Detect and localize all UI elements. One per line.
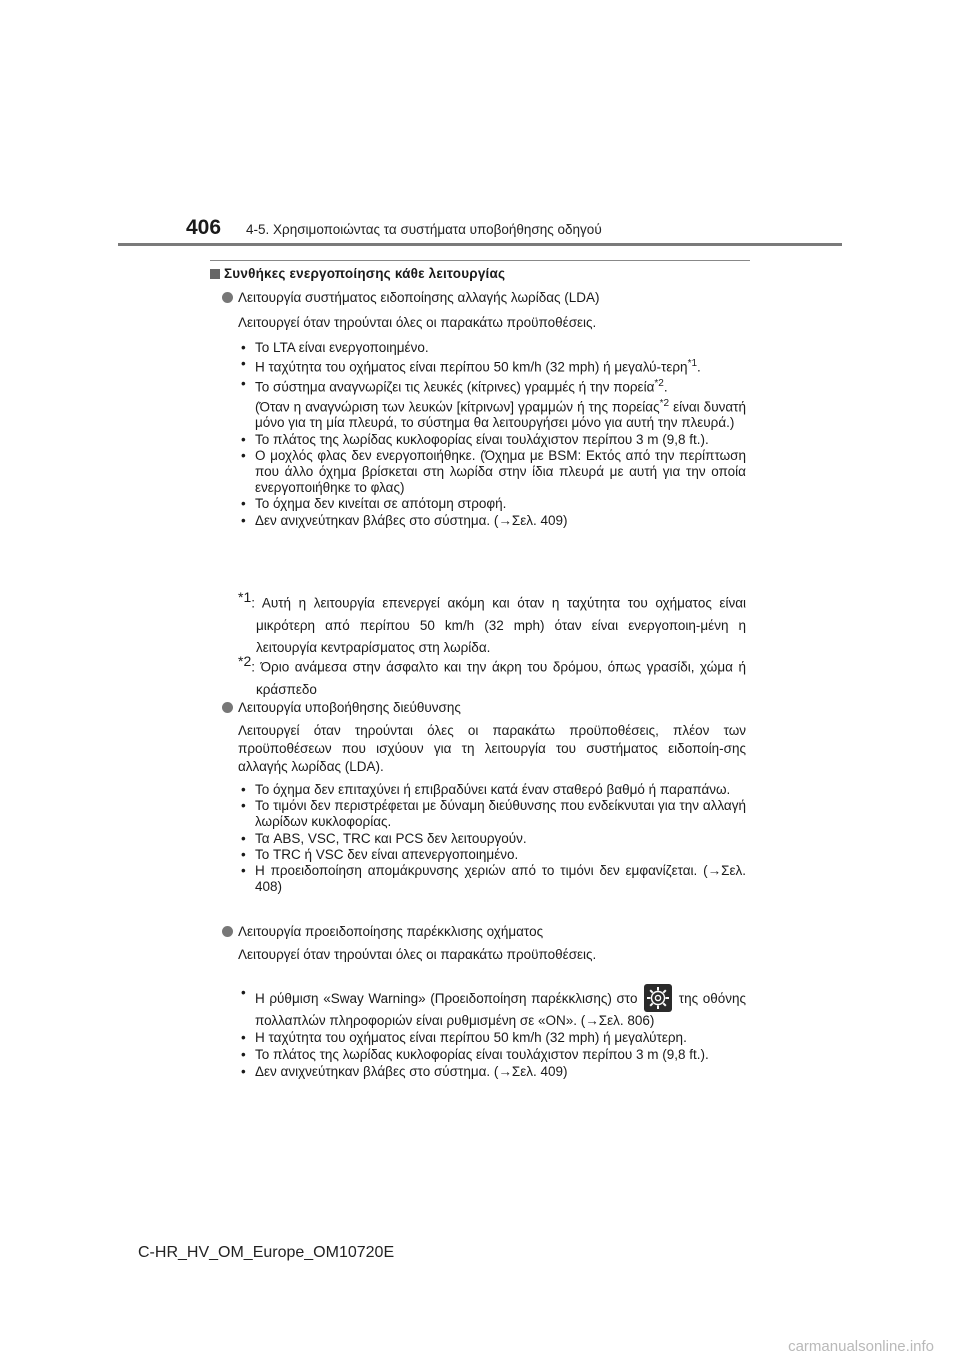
list-item: • Το όχημα δεν κινείται σε απότομη στροφή. [238, 496, 746, 512]
list-item: • Τα ABS, VSC, TRC και PCS δεν λειτουργούν. [238, 831, 746, 847]
list-item: • Το όχημα δεν επιταχύνει ή επιβραδύνει κατά έναν σταθερό βαθμό ή παραπάνω. [238, 782, 746, 798]
list-item: • Το πλάτος της λωρίδας κυκλοφορίας είναι τουλάχιστον περίπου 3 m (9,8 ft.). [238, 1046, 746, 1063]
gear-icon [644, 984, 672, 1012]
header-divider [118, 243, 842, 246]
list-item: • Το LTA είναι ενεργοποιημένο. [238, 340, 746, 356]
list-item: • Το TRC ή VSC δεν είναι απενεργοποιημένο. [238, 847, 746, 863]
circle-bullet-icon [222, 292, 233, 303]
steering-heading: Λειτουργία υποβοήθησης διεύθυνσης [222, 700, 461, 715]
steering-conditions-list [238, 782, 746, 895]
list-item: • Το πλάτος της λωρίδας κυκλοφορίας είναι τουλάχιστον περίπου 3 m (9,8 ft.). [238, 432, 746, 448]
list-item: • Η ταχύτητα του οχήματος είναι περίπου 50 km/h (32 mph) ή μεγαλύ-τερη$^{*1}$. [238, 356, 746, 376]
document-code: C-HR_HV_OM_Europe_OM10720E [138, 1244, 395, 1261]
list-item: • Δεν ανιχνεύτηκαν βλάβες στο σύστημα. (→Σελ. 409) [238, 1063, 746, 1080]
lda-conditions-list [238, 340, 746, 529]
circle-bullet-icon [222, 926, 233, 937]
list-item: • Το τιμόνι δεν περιστρέφεται με δύναμη διεύθυνσης που ενδείκνυται για την αλλαγή λωρίδων κυκλοφορίας. [238, 798, 746, 830]
sway-intro: Λειτουργεί όταν τηρούνται όλες οι παρακάτω προϋποθέσεις. [238, 947, 597, 962]
sway-heading: Λειτουργία προειδοποίησης παρέκκλισης οχήματος [222, 924, 543, 939]
list-item: • Το σύστημα αναγνωρίζει τις λευκές (κίτρινες) γραμμές ή την πορεία$^{*2}$. (Όταν η αναγνώριση των λευκών [κίτρινων] γραμμών ή της πορείας$^{*2}$ είναι δυνατή μόνο για τη μία πλευρά, το σύστημα θα λειτουργήσει μόνο για αυτή την πλευρά.) [238, 376, 746, 432]
section-title: Συνθήκες ενεργοποίησης κάθε λειτουργίας [210, 266, 505, 281]
sway-conditions-list [238, 984, 746, 1080]
steering-intro: Λειτουργεί όταν τηρούνται όλες οι παρακάτω προϋποθέσεις, πλέον των προϋποθέσεων που ισχύουν για τη λειτουργία του συστήματος ειδοποίη-σης αλλαγής λωρίδας (LDA). [238, 723, 746, 774]
watermark: carmanualsonline.info [788, 1338, 934, 1355]
page-number: 406 [186, 216, 222, 239]
lda-intro: Λειτουργεί όταν τηρούνται όλες οι παρακάτω προϋποθέσεις. [238, 315, 597, 330]
lda-heading: Λειτουργία συστήματος ειδοποίησης αλλαγής λωρίδας (LDA) [222, 290, 600, 305]
section-divider [210, 260, 750, 261]
square-bullet-icon [210, 269, 220, 279]
list-item: • Η προειδοποίηση απομάκρυνσης χεριών από το τιμόνι δεν εμφανίζεται. (→Σελ. 408) [238, 863, 746, 895]
circle-bullet-icon [222, 702, 233, 713]
footnote-1: $^{*1}$: Αυτή η λειτουργία επενεργεί ακόμη και όταν η ταχύτητα του οχήματος είναι μικρότερη από περίπου 50 km/h (32 mph) όταν είναι ενεργοποιη-μένη η λειτουργία κεντραρίσματος στη λωρίδα. [238, 589, 746, 655]
chapter-title: 4-5. Χρησιμοποιώντας τα συστήματα υποβοήθησης οδηγού [246, 222, 602, 237]
list-item: • Ο μοχλός φλας δεν ενεργοποιήθηκε. (Όχημα με BSM: Εκτός από την περίπτωση που άλλο όχημα βρίσκεται στη λωρίδα στην ίδια πλευρά με αυτή για την οποία ενεργοποιήθηκε το φλας) [238, 448, 746, 497]
list-item: • Η ρύθμιση «Sway Warning» (Προειδοποίηση παρέκκλισης) στο της οθόνης πολλαπλών πληροφοριών είναι ρυθμισμένη σε «ON». (→Σελ. 806) [238, 984, 746, 1029]
footnote-2: $^{*2}$: Όριο ανάμεσα στην άσφαλτο και την άκρη του δρόμου, όπως γρασίδι, χώμα ή κράσπεδο [238, 653, 746, 697]
list-item: • Δεν ανιχνεύτηκαν βλάβες στο σύστημα. (→Σελ. 409) [238, 513, 746, 529]
list-item: • Η ταχύτητα του οχήματος είναι περίπου 50 km/h (32 mph) ή μεγαλύτερη. [238, 1029, 746, 1046]
